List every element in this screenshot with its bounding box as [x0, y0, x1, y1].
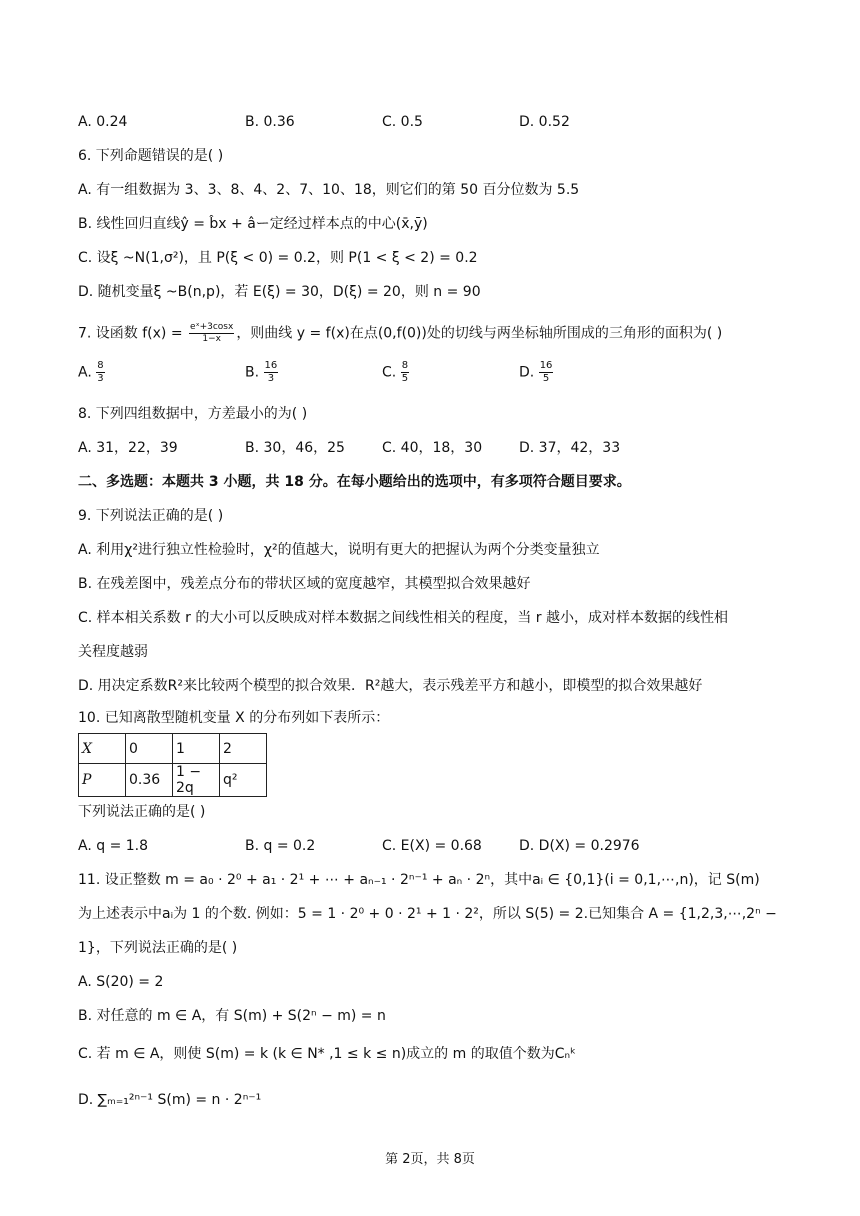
q8-stem: 8. 下列四组数据中，方差最小的为( ) — [78, 406, 308, 422]
q9-option-c-line1: C. 样本相关系数 r 的大小可以反映成对样本数据之间线性相关的程度，当 r 越小，成对样本数据的线性相 — [78, 610, 728, 626]
q5-option-a: A. 0.24 — [78, 114, 128, 130]
q7-option-c-num: 8 — [401, 360, 409, 371]
q8-option-d: D. 37，42，33 — [519, 440, 621, 456]
q9-option-a: A. 利用χ²进行独立性检验时，χ²的值越大，说明有更大的把握认为两个分类变量独立 — [78, 542, 600, 558]
q7-option-a-den: 3 — [97, 373, 104, 384]
q8-option-a: A. 31，22，39 — [78, 440, 178, 456]
q7-option-c-label: C. — [382, 364, 397, 381]
q9-option-b: B. 在残差图中，残差点分布的带状区域的宽度越窄，其模型拟合效果越好 — [78, 576, 531, 592]
q7-option-d-num: 16 — [539, 360, 553, 371]
q9-option-d: D. 用决定系数R²来比较两个模型的拟合效果．R²越大，表示残差平方和越小，即模型的拟合效果越好 — [78, 678, 703, 694]
q6-option-b: B. 线性回归直线ŷ = b̂x + âー定经过样本点的中心(x̄,ȳ) — [78, 216, 428, 232]
q7-option-a-fraction — [96, 360, 104, 385]
q7-option-c-den: 5 — [401, 373, 409, 384]
q11-stem-line3: 1}，下列说法正确的是( ) — [78, 940, 238, 956]
q11-stem-line2: 为上述表示中aᵢ为 1 的个数. 例如：5 = 1 · 2⁰ + 0 · 2¹ + 1 · 2²，所以 S(5) = 2.已知集合 A = {1,2,3,⋯,2ⁿ − — [78, 906, 777, 922]
q11-option-d: D. ∑ₘ₌₁²ⁿ⁻¹ S(m) = n · 2ⁿ⁻¹ — [78, 1092, 262, 1108]
q10-option-d: D. D(X) = 0.2976 — [519, 838, 640, 854]
q7-option-b — [245, 360, 278, 385]
q7-option-d-fraction — [539, 360, 554, 385]
q6-option-c: C. 设ξ ~N(1,σ²)，且 P(ξ < 0) = 0.2，则 P(1 < ξ < 2) = 0.2 — [78, 250, 478, 266]
q5-option-b: B. 0.36 — [245, 114, 295, 130]
q6-stem: 6. 下列命题错误的是( ) — [78, 148, 224, 164]
q10-stem: 10. 已知离散型随机变量 X 的分布列如下表所示： — [78, 710, 390, 726]
q8-option-c: C. 40，18，30 — [382, 440, 483, 456]
table-cell: 0.36 — [126, 764, 173, 797]
table-cell: 1 — [173, 734, 220, 764]
q10-option-c: C. E(X) = 0.68 — [382, 838, 482, 854]
q7-option-d-label: D. — [519, 364, 535, 381]
q10-option-b: B. q = 0.2 — [245, 838, 316, 854]
q11-stem-line1: 11. 设正整数 m = a₀ · 2⁰ + a₁ · 2¹ + ⋯ + aₙ₋₁ · 2ⁿ⁻¹ + aₙ · 2ⁿ，其中aᵢ ∈ {0,1}(i = 0,1,⋯,n)，记 S(m) — [78, 872, 760, 888]
q6-option-d: D. 随机变量ξ ~B(n,p)，若 E(ξ) = 30，D(ξ) = 20，则 n = 90 — [78, 284, 481, 300]
q8-option-b: B. 30，46，25 — [245, 440, 345, 456]
table-cell: X — [79, 734, 126, 764]
q10-distribution-table — [78, 733, 267, 797]
q7-option-a — [78, 360, 105, 385]
q6-option-a: A. 有一组数据为 3、3、8、4、2、7、10、18，则它们的第 50 百分位数为 5.5 — [78, 182, 580, 198]
q7-stem-prefix: 7. 设函数 f(x) = — [78, 325, 188, 342]
q7-option-c — [382, 360, 409, 385]
q7-option-b-fraction — [264, 360, 279, 385]
q10-table-row-p — [79, 764, 267, 797]
page-footer: 第 2页，共 8页 — [385, 1152, 475, 1167]
section-2-heading: 二、多选题：本题共 3 小题，共 18 分。在每小题给出的选项中，有多项符合题目要求。 — [78, 474, 631, 490]
q11-option-c: C. 若 m ∈ A，则使 S(m) = k (k ∈ N* ,1 ≤ k ≤ n)成立的 m 的取值个数为Cₙᵏ — [78, 1046, 577, 1062]
q10-option-a: A. q = 1.8 — [78, 838, 149, 854]
table-cell: q² — [220, 764, 267, 797]
q10-table-row-x — [79, 734, 267, 764]
q9-stem: 9. 下列说法正确的是( ) — [78, 508, 224, 524]
q7-fraction-denominator: 1−x — [202, 334, 221, 344]
q5-option-d: D. 0.52 — [519, 114, 570, 130]
q11-option-a: A. S(20) = 2 — [78, 974, 164, 990]
q7-option-c-fraction — [401, 360, 409, 385]
q11-option-b: B. 对任意的 m ∈ A，有 S(m) + S(2ⁿ − m) = n — [78, 1008, 386, 1024]
table-cell: 0 — [126, 734, 173, 764]
q10-question: 下列说法正确的是( ) — [78, 804, 206, 820]
q7-option-d-den: 5 — [542, 373, 550, 384]
table-cell: P — [79, 764, 126, 797]
q7-fraction — [189, 322, 234, 345]
q7-stem — [78, 322, 800, 345]
q7-stem-suffix: ，则曲线 y = f(x)在点(0,f(0))处的切线与两坐标轴所围成的三角形的面积为( ) — [236, 325, 723, 342]
q9-option-c-line2: 关程度越弱 — [78, 644, 148, 660]
q7-option-b-den: 3 — [267, 373, 275, 384]
q7-option-d — [519, 360, 553, 385]
table-cell: 2 — [220, 734, 267, 764]
q5-option-c: C. 0.5 — [382, 114, 423, 130]
q7-fraction-numerator: eˣ+3cosx — [190, 322, 234, 332]
q7-option-a-label: A. — [78, 364, 92, 381]
q7-option-a-num: 8 — [97, 360, 104, 371]
table-cell: 1 − 2q — [173, 764, 220, 797]
q7-option-b-label: B. — [245, 364, 260, 381]
q7-option-b-num: 16 — [264, 360, 278, 371]
